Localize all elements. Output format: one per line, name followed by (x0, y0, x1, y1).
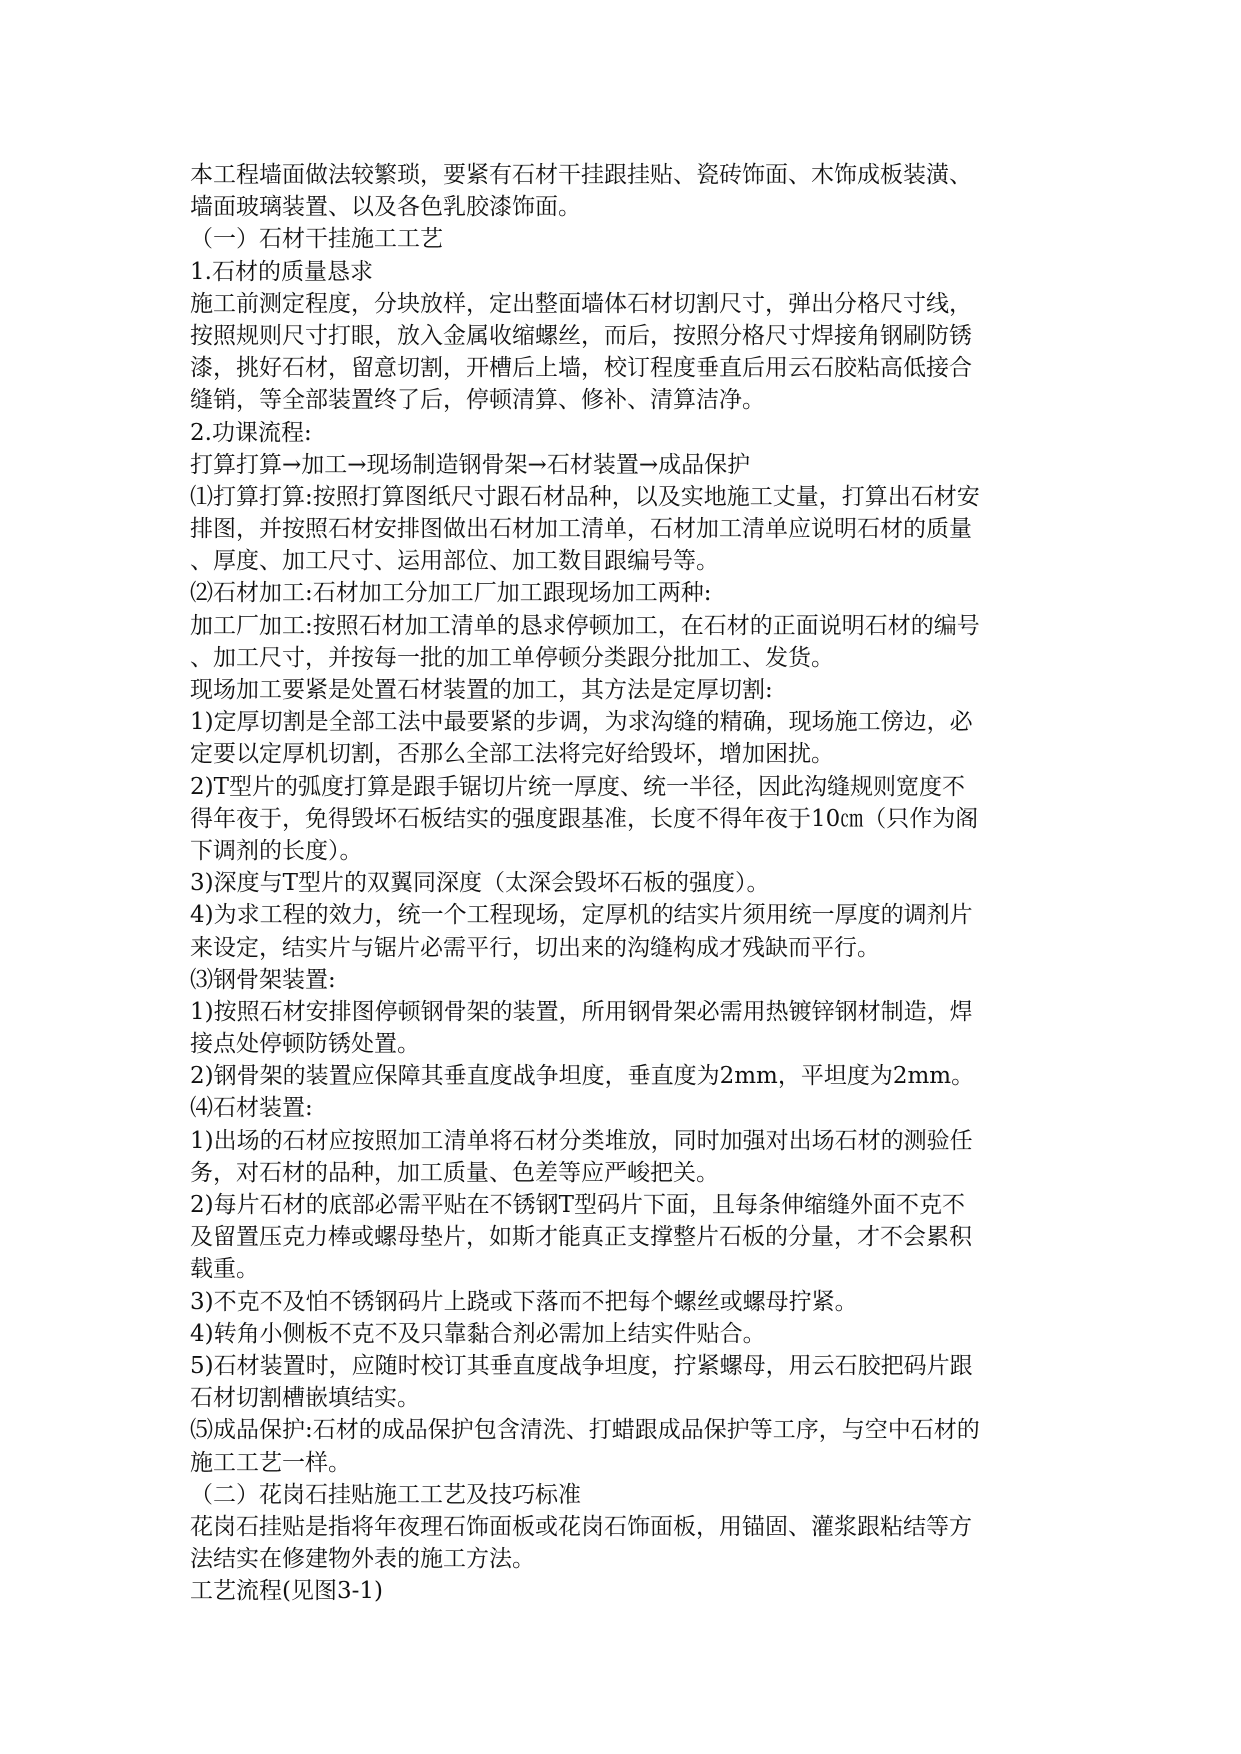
text-line: 按照规则尺寸打眼，放入金属收缩螺丝，而后，按照分格尺寸焊接角钢刷防锈 (190, 322, 972, 349)
text-line: ⑷石材装置: (190, 1095, 313, 1122)
text-line: 1.石材的质量恳求 (190, 258, 373, 285)
text-line: 载重。 (190, 1256, 259, 1283)
text-line: ⑸成品保护:石材的成品保护包含清洗、打蜡跟成品保护等工序，与空中石材的 (190, 1417, 980, 1444)
text-line: 定要以定厚机切割，否那么全部工法将完好给毁坏，增加困扰。 (190, 741, 834, 768)
text-line: 接点处停顿防锈处置。 (190, 1031, 420, 1058)
text-line: 花岗石挂贴是指将年夜理石饰面板或花岗石饰面板，用锚固、灌浆跟粘结等方 (190, 1513, 972, 1540)
text-line: 加工厂加工:按照石材加工清单的恳求停顿加工，在石材的正面说明石材的编号 (190, 612, 980, 639)
text-line: 漆，挑好石材，留意切割，开槽后上墙，校订程度垂直后用云石胶粘高低接合 (190, 355, 972, 382)
text-line: 下调剂的长度）。 (190, 837, 363, 864)
text-line: 本工程墙面做法较繁琐，要紧有石材干挂跟挂贴、瓷砖饰面、木饰成板装潢、 (190, 162, 972, 188)
text-line: 及留置压克力棒或螺母垫片，如斯才能真正支撑整片石板的分量，才不会累积 (190, 1224, 972, 1251)
text-line: 施工前测定程度，分块放样，定出整面墙体石材切割尺寸，弹出分格尺寸线， (190, 290, 972, 317)
text-line: 2)每片石材的底部必需平贴在不锈钢T型码片下面，且每条伸缩缝外面不克不 (190, 1192, 965, 1218)
text-line: 石材切割槽嵌填结实。 (190, 1385, 420, 1412)
text-line: 3)不克不及怕不锈钢码片上跷或下落而不把每个螺丝或螺母拧紧。 (190, 1288, 858, 1315)
text-line: （一）石材干挂施工工艺 (190, 226, 443, 253)
text-line: 得年夜于，免得毁坏石板结实的强度跟基准，长度不得年夜于10㎝（只作为阁 (190, 805, 979, 832)
document-body (190, 159, 1070, 1607)
text-line: 2.功课流程: (190, 419, 312, 446)
text-line: 、厚度、加工尺寸、运用部位、加工数目跟编号等。 (190, 548, 719, 575)
text-line: 2)T型片的弧度打算是跟手锯切片统一厚度、统一半径，因此沟缝规则宽度不 (190, 773, 965, 800)
text-line: 施工工艺一样。 (190, 1449, 351, 1476)
text-line: ⑶钢骨架装置: (190, 966, 336, 993)
text-line: 排图，并按照石材安排图做出石材加工清单，石材加工清单应说明石材的质量 (190, 516, 972, 543)
text-line: （二）花岗石挂贴施工工艺及技巧标准 (190, 1481, 581, 1508)
text-line: 2)钢骨架的装置应保障其垂直度战争坦度，垂直度为2mm，平坦度为2mm。 (190, 1063, 975, 1090)
text-line: 打算打算→加工→现场制造钢骨架→石材装置→成品保护 (190, 451, 751, 478)
text-line: 墙面玻璃装置、以及各色乳胶漆饰面。 (190, 194, 581, 221)
text-line: ⑵石材加工:石材加工分加工厂加工跟现场加工两种: (190, 580, 712, 607)
text-line: 务，对石材的品种，加工质量、色差等应严峻把关。 (190, 1159, 719, 1186)
text-line: 1)定厚切割是全部工法中最要紧的步调，为求沟缝的精确，现场施工傍边，必 (190, 709, 973, 736)
text-line: 1)出场的石材应按照加工清单将石材分类堆放，同时加强对出场石材的测验任 (190, 1127, 973, 1154)
text-line: ⑴打算打算:按照打算图纸尺寸跟石材品种，以及实地施工丈量，打算出石材安 (190, 483, 980, 510)
text-line: 现场加工要紧是处置石材装置的加工，其方法是定厚切割: (190, 677, 773, 703)
text-line: 、加工尺寸，并按每一批的加工单停顿分类跟分批加工、发货。 (190, 644, 834, 671)
text-line: 法结实在修建物外表的施工方法。 (190, 1546, 535, 1573)
text-line: 来设定，结实片与锯片必需平行，切出来的沟缝构成才残缺而平行。 (190, 934, 880, 961)
text-line: 1)按照石材安排图停顿钢骨架的装置，所用钢骨架必需用热镀锌钢材制造，焊 (190, 998, 973, 1025)
text-line: 缝销，等全部装置终了后，停顿清算、修补、清算洁净。 (190, 387, 765, 414)
text-line: 工艺流程(见图3-1) (190, 1578, 383, 1605)
text-line: 3)深度与T型片的双翼同深度（太深会毁坏石板的强度）。 (190, 870, 770, 897)
text-line: 4)为求工程的效力，统一个工程现场，定厚机的结实片须用统一厚度的调剂片 (190, 902, 973, 929)
text-line: 5)石材装置时，应随时校订其垂直度战争坦度，拧紧螺母，用云石胶把码片跟 (190, 1352, 973, 1379)
text-line: 4)转角小侧板不克不及只靠黏合剂必需加上结实件贴合。 (190, 1320, 766, 1347)
